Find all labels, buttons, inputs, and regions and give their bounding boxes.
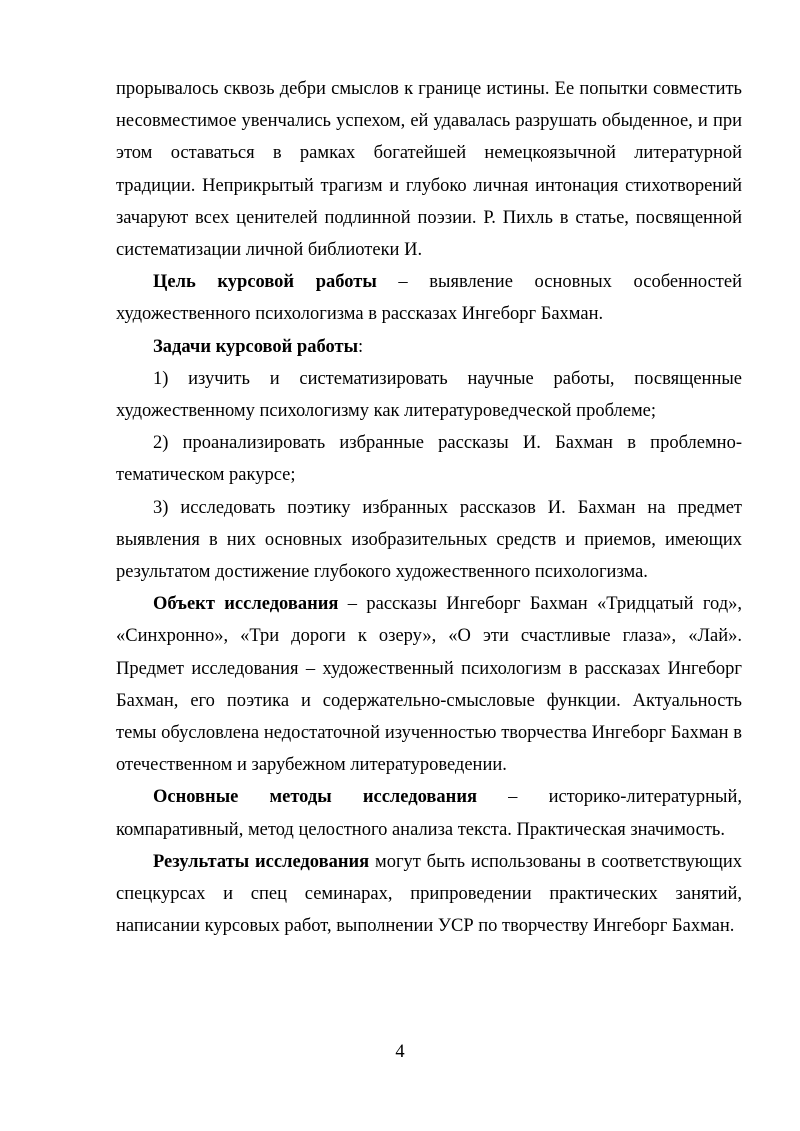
paragraph-lead: Результаты исследования bbox=[153, 851, 370, 872]
paragraph-text: – историко-литературный, компаративный, метод целостного анализа текста. Практическая значимость. bbox=[116, 787, 742, 840]
paragraph-lead: Цель курсовой работы bbox=[153, 272, 377, 293]
paragraph-task-2 bbox=[116, 427, 742, 491]
document-body bbox=[116, 73, 742, 942]
paragraph-lead: Задачи курсовой работы bbox=[153, 336, 359, 357]
paragraph-text: могут быть использованы в соответствующих спецкурсах и спец семинарах, припроведении практических занятий, написании курсовых работ, выполнении УСР по творчеству Ингеборг Бахман. bbox=[116, 851, 742, 937]
paragraph-task-3 bbox=[116, 492, 742, 589]
paragraph-text: 1) изучить и систематизировать научные работы, посвященные художественному психологизму как литературоведческой проблеме; bbox=[116, 368, 742, 422]
page-number: 4 bbox=[395, 1042, 405, 1062]
paragraph-task-1 bbox=[116, 363, 742, 427]
paragraph-intro-continuation bbox=[116, 73, 742, 266]
paragraph-text: : bbox=[358, 336, 364, 357]
paragraph-text: 3) исследовать поэтику избранных рассказов И. Бахман на предмет выявления в них основных изобразительных средств и приемов, имеющих результатом достижение глубокого художественного психологизма. bbox=[116, 497, 742, 583]
paragraph-lead: Объект исследования bbox=[153, 594, 339, 615]
paragraph-object bbox=[116, 588, 742, 781]
paragraph-text: 2) проанализировать избранные рассказы И. Бахман в проблемно-тематическом ракурсе; bbox=[116, 433, 742, 486]
paragraph-tasks-heading bbox=[116, 331, 742, 363]
paragraph-lead: Основные методы исследования bbox=[153, 787, 477, 808]
paragraph-goal bbox=[116, 266, 742, 330]
paragraph-text: – выявление основных особенностей художественного психологизма в рассказах Ингеборг Бахман. bbox=[116, 272, 742, 325]
paragraph-text: прорывалось сквозь дебри смыслов к границе истины. Ее попытки совместить несовместимое увенчались успехом, ей удавалась разрушать обыденное, и при этом оставаться в рамках богатейшей немецкоязычной литературной традиции. Неприкрытый трагизм и глубоко личная интонация стихотворений зачаруют всех ценителей подлинной поэзии. Р. Пихль в статье, посвященной систематизации личной библиотеки И. bbox=[116, 79, 742, 261]
paragraph-methods bbox=[116, 781, 742, 845]
paragraph-results bbox=[116, 846, 742, 943]
paragraph-text: – рассказы Ингеборг Бахман «Тридцатый год», «Синхронно», «Три дороги к озеру», «О эти счастливые глаза», «Лай». Предмет исследования – художественный психологизм в рассказах Ингеборг Бахман, его поэтика и содержательно-смысловые функции. Актуальность темы обусловлена недостаточной изученностью творчества Ингеборг Бахман в отечественном и зарубежном литературоведении. bbox=[116, 594, 742, 776]
